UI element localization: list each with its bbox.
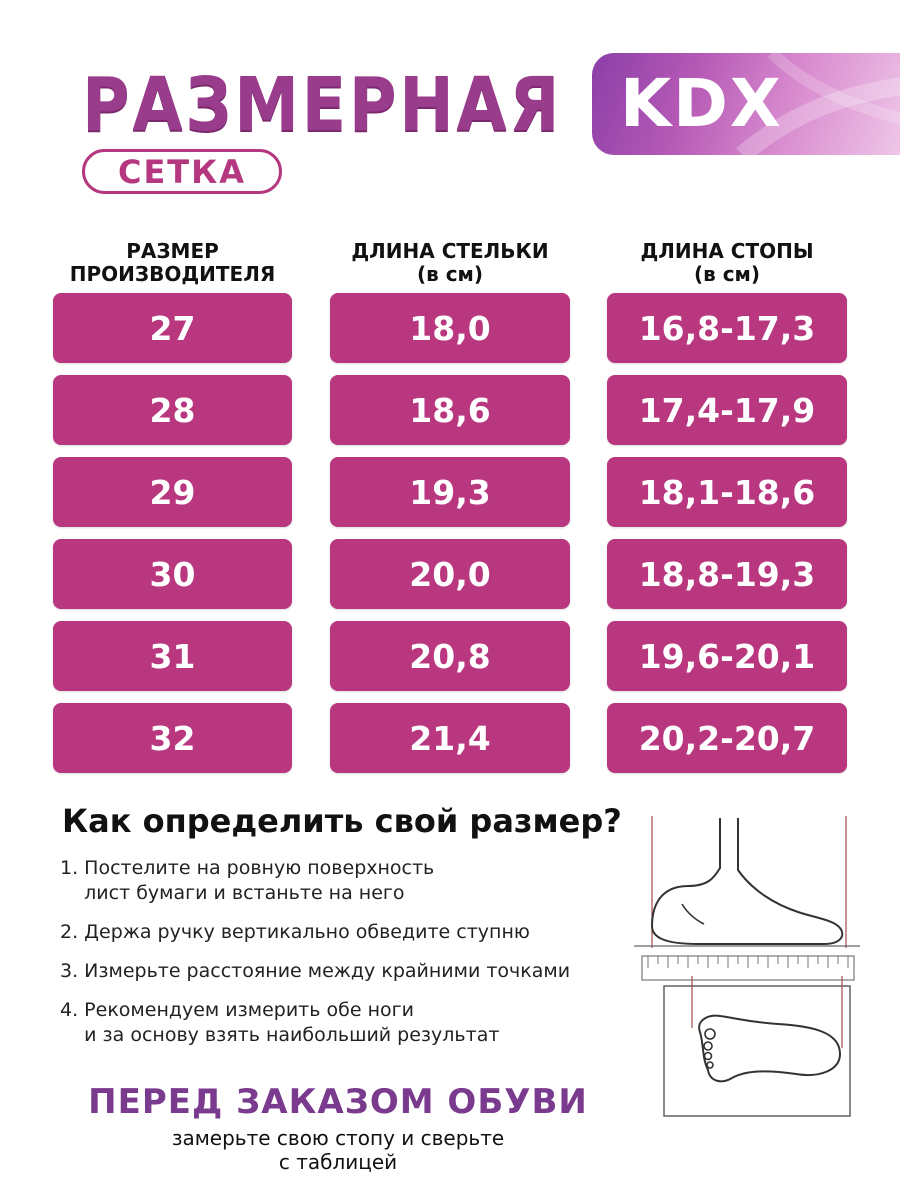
insole-length-cell: 20,0 bbox=[330, 539, 570, 609]
foot-length-cell: 18,8-19,3 bbox=[607, 539, 847, 609]
cta-title: ПЕРЕД ЗАКАЗОМ ОБУВИ bbox=[88, 1082, 588, 1122]
insole-length-cell: 18,0 bbox=[330, 293, 570, 363]
instructions-title: Как определить свой размер? bbox=[62, 802, 622, 840]
column-header-foot: ДЛИНА СТОПЫ (в см) bbox=[640, 239, 814, 286]
size-cell: 31 bbox=[53, 621, 292, 691]
cta-subtitle: замерьте свою стопу и сверьте с таблицей bbox=[171, 1126, 505, 1174]
instructions-list bbox=[60, 856, 640, 1048]
instruction-step: 2. Держа ручку вертикально обведите ступню bbox=[60, 921, 530, 943]
column-header-insole: ДЛИНА СТЕЛЬКИ (в см) bbox=[351, 239, 549, 286]
insole-length-cell: 19,3 bbox=[330, 457, 570, 527]
size-cell: 29 bbox=[53, 457, 292, 527]
page-subtitle: СЕТКА bbox=[82, 149, 282, 194]
foot-length-cell: 20,2-20,7 bbox=[607, 703, 847, 773]
size-cell: 27 bbox=[53, 293, 292, 363]
insole-length-cell: 18,6 bbox=[330, 375, 570, 445]
instruction-step: 3. Измерьте расстояние между крайними точками bbox=[60, 960, 571, 982]
logo-text: KDX bbox=[620, 65, 783, 142]
size-cell: 28 bbox=[53, 375, 292, 445]
foot-length-cell: 19,6-20,1 bbox=[607, 621, 847, 691]
column-header-size: РАЗМЕР ПРОИЗВОДИТЕЛЯ bbox=[69, 239, 276, 286]
brand-logo bbox=[592, 53, 900, 155]
size-cell: 32 bbox=[53, 703, 292, 773]
page-title: РАЗМЕРНАЯ bbox=[82, 62, 563, 148]
insole-length-cell: 21,4 bbox=[330, 703, 570, 773]
foot-length-cell: 16,8-17,3 bbox=[607, 293, 847, 363]
foot-measurement-icon bbox=[628, 808, 868, 1128]
instruction-step: 1. Постелите на ровную поверхность лист бумаги и встаньте на него bbox=[60, 857, 435, 904]
insole-length-cell: 20,8 bbox=[330, 621, 570, 691]
size-cell: 30 bbox=[53, 539, 292, 609]
foot-length-cell: 17,4-17,9 bbox=[607, 375, 847, 445]
instruction-step: 4. Рекомендуем измерить обе ноги и за основу взять наибольший результат bbox=[60, 999, 500, 1046]
foot-length-cell: 18,1-18,6 bbox=[607, 457, 847, 527]
